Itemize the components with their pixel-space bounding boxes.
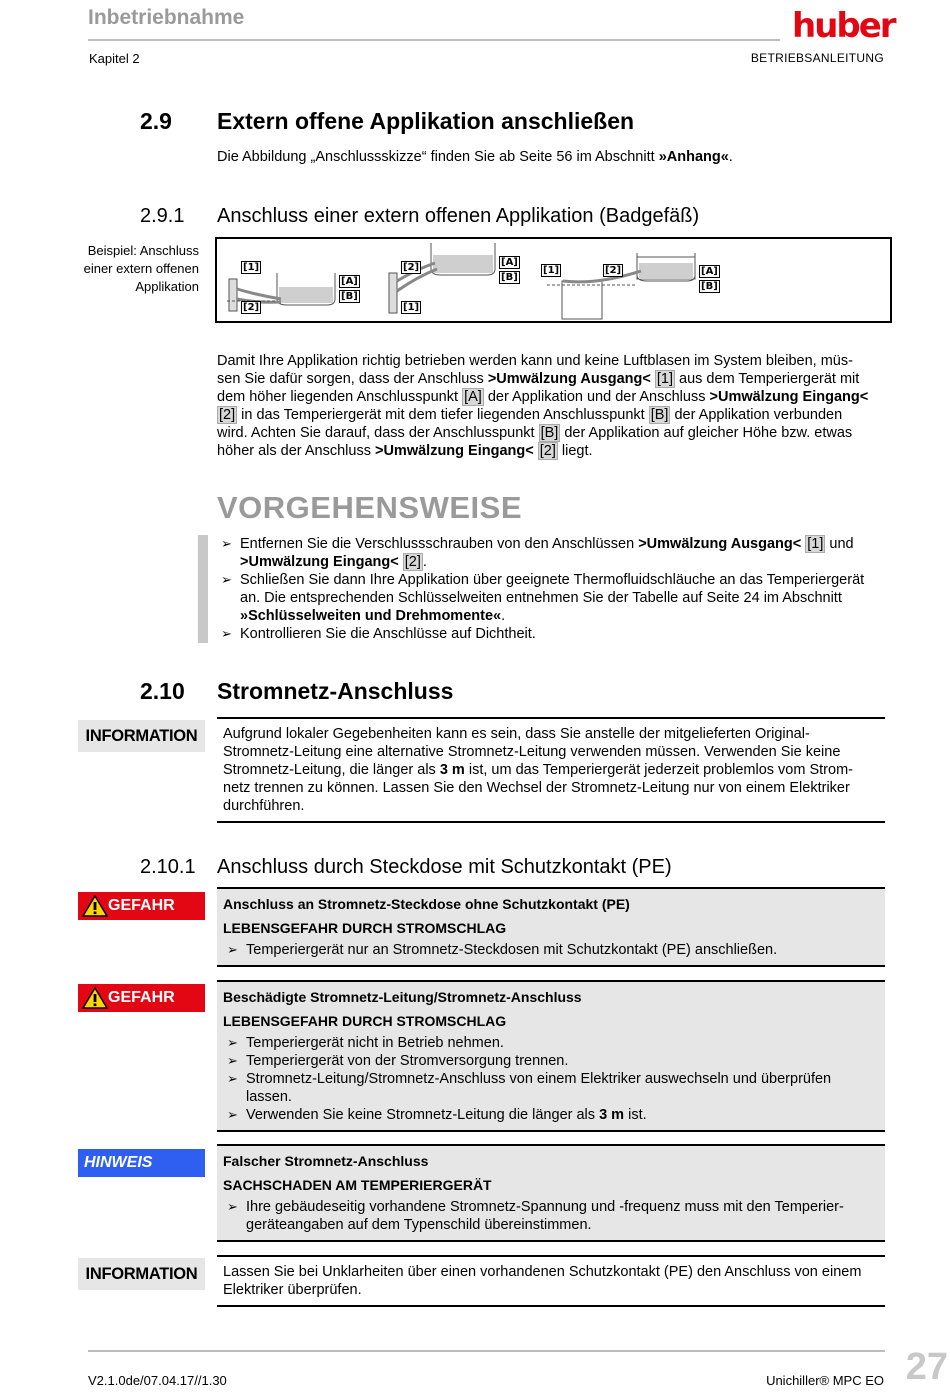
- text-line: [217, 442, 887, 460]
- arrow-bullet-icon: ➢: [221, 536, 232, 551]
- danger-notice-socket: [217, 887, 885, 967]
- danger-badge: [78, 984, 205, 1012]
- text-line: durchführen.: [223, 798, 305, 814]
- danger-badge: [78, 892, 205, 920]
- text-run: .: [501, 608, 506, 624]
- list-item: [223, 1034, 879, 1052]
- header-manual-label: BETRIEBSANLEITUNG: [750, 51, 884, 65]
- marker: [B]: [540, 425, 559, 441]
- header-divider: [88, 39, 780, 41]
- marker: [2]: [404, 554, 421, 570]
- list-item: [223, 1052, 879, 1070]
- text-run: Verwenden Sie keine Stromnetz-Leitung die länger als: [246, 1107, 600, 1123]
- figure-caption: [60, 242, 199, 296]
- marker: [1]: [656, 371, 673, 387]
- text-run: der Applikation und der Anschluss: [483, 389, 710, 405]
- section-2-9-text: [217, 148, 733, 166]
- text-run: .: [422, 554, 427, 570]
- footer-product: Unichiller® MPC EO: [766, 1373, 884, 1388]
- danger-badge-label: GEFAHR: [108, 897, 175, 914]
- text-run: dem höher liegenden Anschlusspunkt: [217, 389, 463, 405]
- arrow-bullet-icon: ➢: [227, 1199, 238, 1214]
- term: >Umwälzung Eingang<: [709, 389, 869, 405]
- text-line: [240, 607, 887, 625]
- text-line: Aufgrund lokaler Gegebenheiten kann es sein, dass Sie anstelle der mitgelieferten Original-: [223, 726, 810, 742]
- arrow-bullet-icon: ➢: [227, 1107, 238, 1122]
- logo-text: huber: [792, 6, 895, 46]
- text-run: und: [825, 536, 854, 552]
- section-2-9-1-number: 2.9.1: [140, 205, 185, 227]
- list-item: [223, 1198, 879, 1234]
- text-line: netz trennen zu können. Lassen Sie den Wechsel der Stromnetz-Leitung nur von einem Elektriker: [223, 780, 850, 796]
- marker: [1]: [807, 536, 824, 552]
- figure-label-2: [2]: [605, 265, 622, 276]
- notice-subtitle: SACHSCHADEN AM TEMPERIERGERÄT: [223, 1177, 492, 1193]
- text-line: geräteangaben auf dem Typenschild übereinstimmen.: [246, 1217, 592, 1233]
- text-run: wird. Achten Sie darauf, dass der Anschlusspunkt: [217, 425, 539, 441]
- page-number: 27: [905, 1346, 948, 1388]
- term: >Umwälzung Eingang<: [374, 443, 534, 459]
- section-2-10-1-number: 2.10.1: [140, 856, 196, 878]
- list-item: [223, 941, 879, 959]
- text-run: .: [728, 149, 733, 165]
- text-line: Schließen Sie dann Ihre Applikation über geeignete Thermofluidschläuche an das Temperiergerät: [240, 572, 865, 588]
- figure-label-1: [1]: [543, 265, 560, 276]
- text-run: Temperiergerät von der Stromversorgung trennen.: [246, 1053, 569, 1069]
- text-line: an. Die entsprechenden Schlüsselweiten entnehmen Sie der Tabelle auf Seite 24 im Abschnitt: [240, 590, 842, 606]
- caption-line: einer extern offenen: [83, 261, 199, 276]
- figure-label-1: [1]: [403, 302, 420, 313]
- text-line: Elektriker überprüfen.: [223, 1282, 362, 1298]
- text-run: höher als der Anschluss: [217, 443, 375, 459]
- marker: [A]: [464, 389, 482, 405]
- text-line: Stromnetz-Leitung eine alternative Stromnetz-Leitung verwenden müssen. Verwenden Sie keine: [223, 744, 841, 760]
- text-line: [217, 370, 887, 388]
- caption-line: Applikation: [135, 279, 199, 294]
- text-line: Lassen Sie bei Unklarheiten über einen vorhandenen Schutzkontakt (PE) den Anschluss von einem: [223, 1264, 862, 1280]
- arrow-bullet-icon: ➢: [221, 626, 232, 641]
- procedure-side-bar: [198, 535, 208, 643]
- arrow-bullet-icon: ➢: [227, 942, 238, 957]
- procedure-step: [217, 571, 887, 625]
- text-run: Entfernen Sie die Verschlussschrauben von den Anschlüssen: [240, 536, 639, 552]
- caption-line: Beispiel: Anschluss: [87, 243, 199, 258]
- text-line: Ihre gebäudeseitig vorhandene Stromnetz-Spannung und -frequenz muss mit den Temperier-: [246, 1199, 844, 1215]
- connection-sketch: [217, 239, 890, 321]
- text-line: [217, 388, 887, 406]
- information-badge: INFORMATION: [78, 720, 205, 752]
- procedure-step: [217, 535, 887, 571]
- text-run: Die Abbildung „Anschlussskizze“ finden Sie ab Seite 56 im Abschnitt: [217, 149, 659, 165]
- text-line: [223, 761, 879, 779]
- arrow-bullet-icon: ➢: [227, 1071, 238, 1086]
- text-line: lassen.: [246, 1089, 292, 1105]
- danger-notice-damaged-cable: [217, 980, 885, 1132]
- term: 3 m: [439, 762, 465, 778]
- notice-subtitle: LEBENSGEFAHR DURCH STROMSCHLAG: [223, 1013, 507, 1029]
- text-run: Temperiergerät nicht in Betrieb nehmen.: [246, 1035, 504, 1051]
- information-badge: INFORMATION: [78, 1258, 205, 1290]
- section-2-10-1-title: Anschluss durch Steckdose mit Schutzkontakt (PE): [217, 856, 672, 878]
- notice-subtitle: LEBENSGEFAHR DURCH STROMSCHLAG: [223, 920, 507, 936]
- figure-label-1: [1]: [243, 262, 260, 273]
- footer-divider: [88, 1350, 885, 1352]
- list-item: [223, 1070, 879, 1106]
- arrow-bullet-icon: ➢: [221, 572, 232, 587]
- danger-badge-label: GEFAHR: [108, 989, 175, 1006]
- arrow-bullet-icon: ➢: [227, 1035, 238, 1050]
- text-run: ist.: [624, 1107, 647, 1123]
- text-run: Temperiergerät nur an Stromnetz-Steckdosen mit Schutzkontakt (PE) anschließen.: [246, 942, 778, 958]
- term: >Umwälzung Eingang<: [240, 554, 399, 570]
- arrow-bullet-icon: ➢: [227, 1053, 238, 1068]
- text-line: [217, 424, 887, 442]
- connection-paragraph: [217, 352, 887, 460]
- procedure-step: [217, 625, 887, 643]
- term: »Schlüsselweiten und Drehmomente«: [240, 608, 502, 624]
- footer-version: V2.1.0de/07.04.17//1.30: [88, 1373, 227, 1388]
- procedure-heading: VORGEHENSWEISE: [217, 490, 522, 525]
- figure-label-2: [2]: [403, 262, 420, 273]
- text-run: liegt.: [557, 443, 593, 459]
- procedure-steps: [217, 535, 887, 643]
- term: 3 m: [599, 1107, 625, 1123]
- header-chapter: Kapitel 2: [89, 51, 140, 66]
- text-run: Stromnetz-Leitung, die länger als: [223, 762, 440, 778]
- list-item: [223, 1106, 879, 1124]
- figure-label-a: [A]: [701, 266, 718, 277]
- information-notice-pe: [217, 1255, 885, 1307]
- hinweis-badge: HINWEIS: [78, 1149, 205, 1177]
- warning-triangle-icon: [82, 987, 108, 1009]
- figure-label-b: [B]: [341, 291, 358, 302]
- marker: [2]: [219, 407, 236, 423]
- notice-title: Anschluss an Stromnetz-Steckdose ohne Schutzkontakt (PE): [223, 896, 630, 912]
- notice-title: Beschädigte Stromnetz-Leitung/Stromnetz-Anschluss: [223, 989, 582, 1005]
- text-line: Stromnetz-Leitung/Stromnetz-Anschluss von einem Elektriker auswechseln und überprüfen: [246, 1071, 832, 1087]
- marker: [B]: [650, 407, 669, 423]
- section-2-9-title: Extern offene Applikation anschließen: [217, 108, 635, 134]
- text-run: in das Temperiergerät mit dem tiefer liegenden Anschlusspunkt: [237, 407, 649, 423]
- term: >Umwälzung Ausgang<: [487, 371, 651, 387]
- figure-label-2: [2]: [243, 302, 260, 313]
- text-run: ist, um das Temperiergerät jederzeit problemlos vom Strom-: [464, 762, 853, 778]
- information-notice: [217, 717, 885, 823]
- marker: [2]: [539, 443, 556, 459]
- connection-figure: [215, 237, 892, 323]
- warning-triangle-icon: [82, 895, 108, 917]
- appendix-link: »Anhang«: [658, 149, 729, 165]
- text-run: aus dem Temperiergerät mit: [675, 371, 860, 387]
- text-run: sen Sie dafür sorgen, dass der Anschluss: [217, 371, 488, 387]
- term: >Umwälzung Ausgang<: [638, 536, 802, 552]
- section-2-10-number: 2.10: [140, 678, 185, 704]
- notice-title: Falscher Stromnetz-Anschluss: [223, 1153, 429, 1169]
- figure-label-b: [B]: [701, 281, 718, 292]
- section-2-9-number: 2.9: [140, 108, 172, 134]
- huber-logo: [792, 6, 895, 46]
- section-2-10-title: Stromnetz-Anschluss: [217, 678, 454, 704]
- header-section-title: Inbetriebnahme: [88, 6, 245, 29]
- hinweis-notice: [217, 1144, 885, 1242]
- figure-label-b: [B]: [501, 272, 518, 283]
- text-line: [217, 406, 887, 424]
- text-run: der Applikation auf gleicher Höhe bzw. etwas: [560, 425, 853, 441]
- figure-label-a: [A]: [341, 276, 358, 287]
- text-run: der Applikation verbunden: [670, 407, 843, 423]
- text-run: Kontrollieren Sie die Anschlüsse auf Dichtheit.: [240, 626, 536, 642]
- text-line: Damit Ihre Applikation richtig betrieben werden kann und keine Luftblasen im System bleiben, müs-: [217, 353, 853, 369]
- section-2-9-1-title: Anschluss einer extern offenen Applikation (Badgefäß): [217, 205, 700, 227]
- figure-label-a: [A]: [501, 257, 518, 268]
